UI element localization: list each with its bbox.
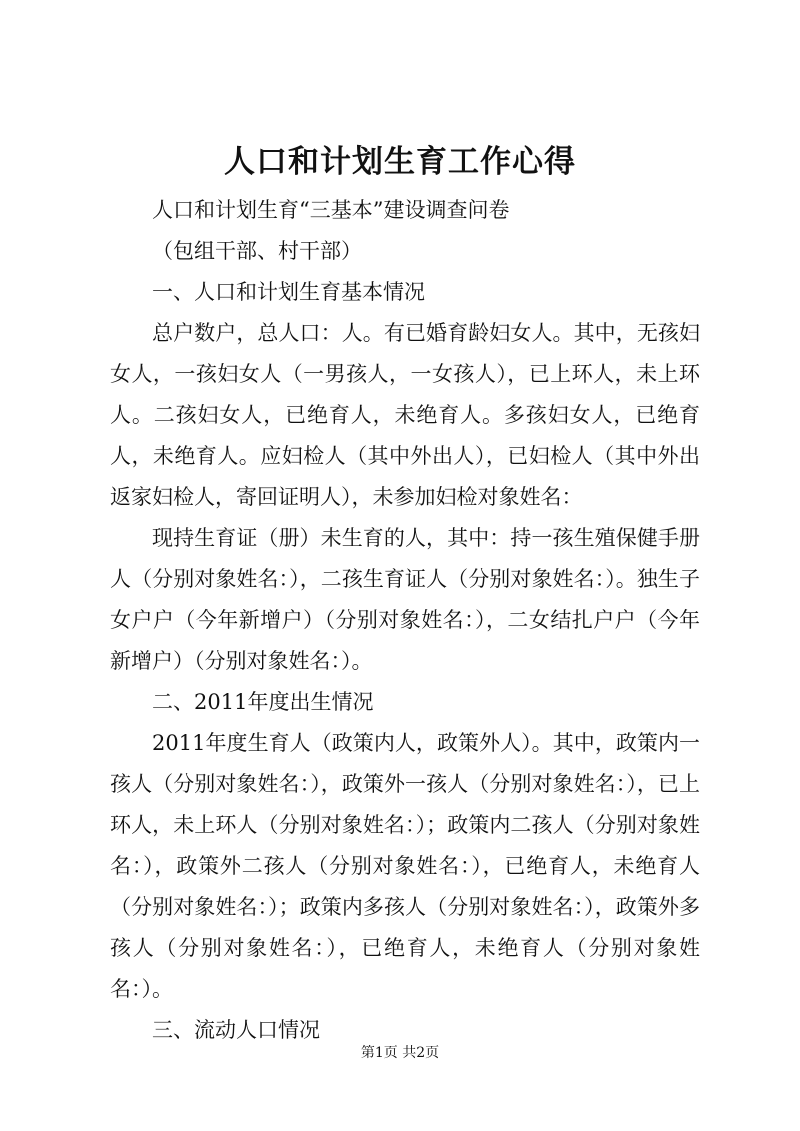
section-heading-1: 一、人口和计划生育基本情况: [152, 280, 425, 304]
body-paragraph: 2011年度生育人（政策内人，政策外人）。其中，政策内一孩人（分别对象姓名：），政策外一孩人（分别对象姓名：），已上环人，未上环人（分别对象姓名：）；政策内二孩人（分别对象姓名：），政策外二孩人（分别对象姓名：），已绝育人，未绝育人（分别对象姓名：）；政策内多孩人（分别对象姓名：），政策外多孩人（分别对象姓名：），已绝育人，未绝育人（分别对象姓名：）。: [110, 731, 700, 1001]
body-paragraph: 现持生育证（册）未生育的人，其中：持一孩生殖保健手册人（分别对象姓名：），二孩生育证人（分别对象姓名：）。独生子女户户（今年新增户）（分别对象姓名：），二女结扎户户（今年新增户）（分别对象姓名：）。: [110, 526, 700, 673]
document-title: 人口和计划生育工作心得: [224, 144, 576, 180]
section-heading-2: 二、2011年度出生情况: [152, 690, 374, 714]
survey-subtitle: （包组干部、村干部）: [152, 239, 362, 263]
body-paragraph: 总户数户，总人口：人。有已婚育龄妇女人。其中，无孩妇女人，一孩妇女人（一男孩人，一女孩人），已上环人，未上环人。二孩妇女人，已绝育人，未绝育人。多孩妇女人，已绝育人，未绝育人。应妇检人（其中外出人），已妇检人（其中外出返家妇检人，寄回证明人），未参加妇检对象姓名：: [110, 321, 700, 509]
document-body: [110, 190, 700, 1051]
section-heading-3: 三、流动人口情况: [152, 1018, 320, 1042]
survey-title: 人口和计划生育“三基本”建设调查问卷: [152, 198, 510, 222]
page-footer: 第1页 共2页: [360, 1045, 440, 1061]
